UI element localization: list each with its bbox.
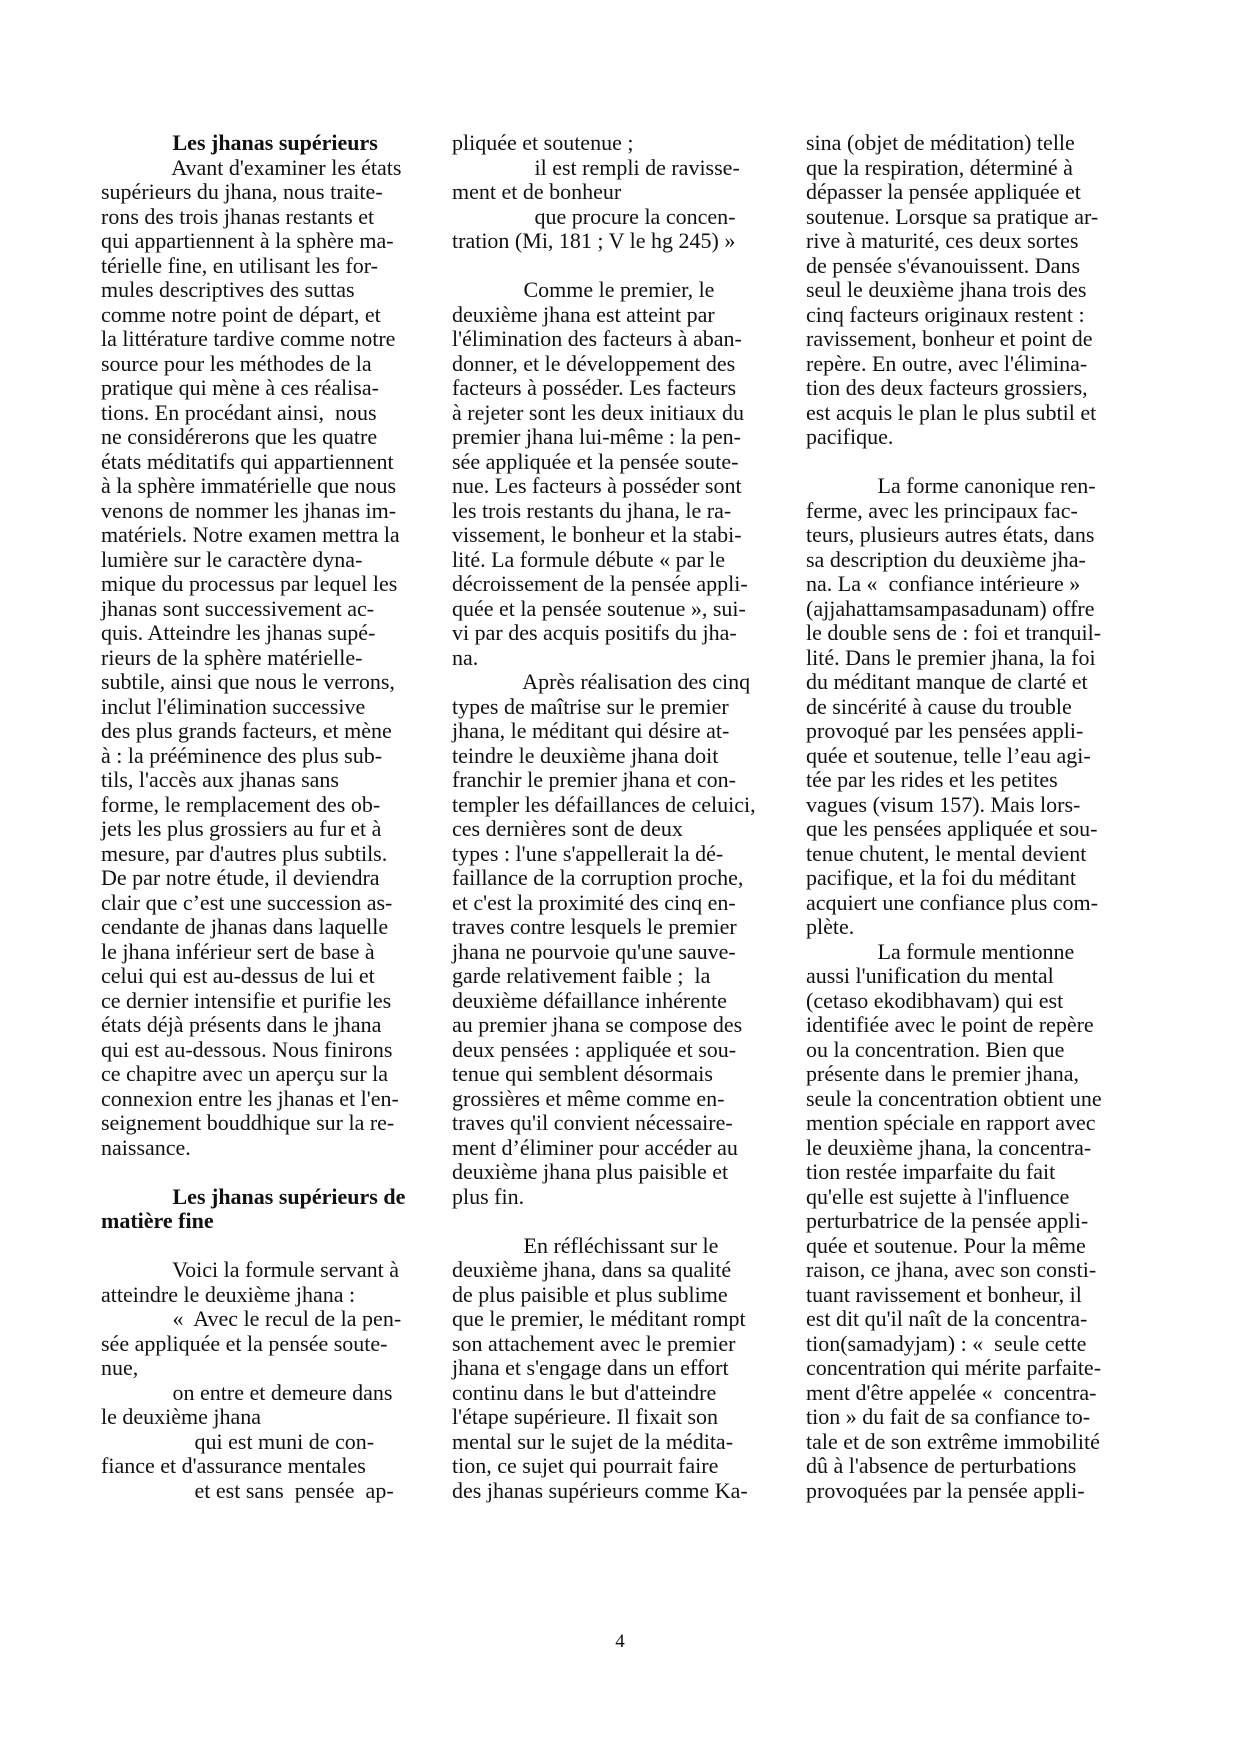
- text-line: grossières et même comme en-: [452, 1085, 725, 1111]
- text-line: Comme le premier, le: [452, 277, 715, 302]
- text-line: pliquée et soutenue ;: [452, 130, 634, 155]
- text-line: le deuxième jhana, la concentra-: [806, 1134, 1092, 1160]
- text-line: raison, ce jhana, avec son consti-: [806, 1257, 1097, 1282]
- text-line: dû à l'absence de perturbations: [806, 1453, 1077, 1478]
- text-line: ou la concentration. Bien que: [806, 1036, 1065, 1062]
- text-line: nue. Les facteurs à posséder sont: [452, 473, 742, 498]
- text-line: Avant d'examiner les états: [101, 154, 402, 180]
- text-line: tration (Mi, 181 ; V le hg 245) »: [452, 228, 736, 253]
- text-line: teindre le deuxième jhana doit: [452, 742, 719, 768]
- text-line: les trois restants du jhana, le ra-: [452, 497, 732, 523]
- text-line: qu'elle est sujette à l'influence: [806, 1183, 1070, 1209]
- text-line: facteurs à posséder. Les facteurs: [452, 375, 737, 400]
- text-line: sée appliquée et la pensée soute-: [452, 448, 739, 474]
- text-line: sina (objet de méditation) telle: [806, 130, 1075, 155]
- text-line: cendante de jhanas dans laquelle: [101, 914, 389, 939]
- text-line: et c'est la proximité des cinq en-: [452, 889, 736, 915]
- text-line: jhanas sont successivement ac-: [101, 595, 375, 621]
- text-line: mental sur le sujet de la médita-: [452, 1428, 734, 1454]
- text-line: seul le deuxième jhana trois des: [806, 277, 1087, 302]
- text-line: de sincérité à cause du trouble: [806, 693, 1072, 719]
- text-line: est dit qu'il naît de la concentra-: [806, 1306, 1088, 1331]
- text-line: que la respiration, déterminé à: [806, 154, 1073, 180]
- text-line: source pour les méthodes de la: [101, 350, 372, 376]
- text-line: et est sans pensée ap-: [101, 1477, 394, 1503]
- text-line: plète.: [806, 914, 855, 939]
- text-line: tion, ce sujet qui pourrait faire: [452, 1453, 719, 1478]
- text-line: mention spéciale en rapport avec: [806, 1110, 1096, 1135]
- text-line: comme notre point de départ, et: [101, 301, 381, 327]
- text-line: tée par les rides et les petites: [806, 767, 1058, 792]
- text-line: La forme canonique ren-: [806, 473, 1096, 498]
- text-line: du méditant manque de clarté et: [806, 669, 1088, 694]
- text-line: ment d'être appelée « concentra-: [806, 1379, 1097, 1405]
- text-line: mesure, par d'autres plus subtils.: [101, 840, 388, 866]
- text-line: tenue chutent, le mental devient: [806, 840, 1087, 866]
- blank-line: [101, 1234, 446, 1259]
- text-line: fiance et d'assurance mentales: [101, 1453, 366, 1478]
- text-line: (cetaso ekodibhavam) qui est: [806, 987, 1064, 1013]
- text-line: tuant ravissement et bonheur, il: [806, 1281, 1082, 1307]
- text-line: naissance.: [101, 1134, 191, 1160]
- text-line: ce dernier intensifie et purifie les: [101, 987, 392, 1013]
- text-line: tenue qui semblent désormais: [452, 1061, 713, 1086]
- page-number: 4: [615, 1631, 625, 1652]
- text-line: premier jhana lui-même : la pen-: [452, 424, 741, 449]
- text-line: son attachement avec le premier: [452, 1330, 736, 1356]
- text-line: lité. La formule débute « par le: [452, 546, 726, 572]
- text-line: donner, et le développement des: [452, 350, 736, 376]
- text-line: vissement, le bonheur et la stabi-: [452, 522, 742, 547]
- section-heading-line: Les jhanas supérieurs de: [101, 1183, 406, 1209]
- text-line: Après réalisation des cinq: [452, 669, 751, 694]
- text-line: soutenue. Lorsque sa pratique ar-: [806, 203, 1099, 229]
- text-line: continu dans le but d'atteindre: [452, 1379, 717, 1405]
- text-line: plus fin.: [452, 1183, 525, 1209]
- text-line: mules descriptives des suttas: [101, 277, 355, 302]
- section-heading-line: Les jhanas supérieurs: [101, 130, 378, 155]
- text-column-1: [101, 131, 446, 1503]
- text-line: deuxième défaillance inhérente: [452, 987, 727, 1013]
- text-line: deux pensées : appliquée et sou-: [452, 1036, 737, 1062]
- text-line: des plus grands facteurs, et mène: [101, 718, 392, 743]
- text-line: tion restée imparfaite du fait: [806, 1159, 1056, 1184]
- text-line: forme, le remplacement des ob-: [101, 791, 381, 817]
- text-line: à la sphère immatérielle que nous: [101, 473, 397, 498]
- text-line: sa description du deuxième jha-: [806, 546, 1086, 572]
- text-line: de pensée s'évanouissent. Dans: [806, 252, 1081, 278]
- text-line: présente dans le premier jhana,: [806, 1061, 1080, 1086]
- text-line: pacifique, et la foi du méditant: [806, 865, 1077, 890]
- text-line: De par notre étude, il deviendra: [101, 865, 380, 890]
- text-line: deuxième jhana, dans sa qualité: [452, 1257, 732, 1282]
- text-line: types de maîtrise sur le premier: [452, 693, 729, 719]
- text-line: dépasser la pensée appliquée et: [806, 179, 1081, 204]
- text-line: rons des trois jhanas restants et: [101, 203, 375, 229]
- text-line: ravissement, bonheur et point de: [806, 326, 1093, 351]
- text-line: que procure la concen-: [452, 203, 736, 229]
- text-line: tion des deux facteurs grossiers,: [806, 375, 1088, 400]
- text-line: provoquées par la pensée appli-: [806, 1477, 1085, 1503]
- text-line: ment d’éliminer pour accéder au: [452, 1134, 738, 1160]
- text-line: faillance de la corruption proche,: [452, 865, 744, 890]
- text-line: l'élimination des facteurs à aban-: [452, 326, 742, 351]
- text-line: clair que c’est une succession as-: [101, 889, 393, 915]
- text-line: tale et de son extrême immobilité: [806, 1428, 1100, 1454]
- text-line: La formule mentionne: [806, 938, 1075, 964]
- text-line: « Avec le recul de la pen-: [101, 1306, 402, 1331]
- text-line: quée et soutenue, telle l’eau agi-: [806, 742, 1091, 768]
- text-line: seignement bouddhique sur la re-: [101, 1110, 395, 1135]
- text-line: types : l'une s'appellerait la dé-: [452, 840, 724, 866]
- text-line: concentration qui mérite parfaite-: [806, 1355, 1102, 1380]
- text-line: matériels. Notre examen mettra la: [101, 522, 400, 547]
- text-line: ce chapitre avec un aperçu sur la: [101, 1061, 389, 1086]
- text-line: tils, l'accès aux jhanas sans: [101, 767, 339, 792]
- text-line: le deuxième jhana: [101, 1404, 262, 1429]
- blank-line: [452, 1209, 797, 1234]
- text-line: connexion entre les jhanas et l'en-: [101, 1085, 399, 1111]
- text-line: térielle fine, en utilisant les for-: [101, 252, 378, 278]
- text-line: templer les défaillances de celuici,: [452, 791, 756, 817]
- text-line: qui est muni de con-: [101, 1428, 375, 1454]
- text-line: l'étape supérieure. Il fixait son: [452, 1404, 719, 1429]
- text-line: est acquis le plan le plus subtil et: [806, 399, 1097, 425]
- blank-line: [806, 450, 1151, 475]
- text-line: En réfléchissant sur le: [452, 1232, 719, 1258]
- text-line: des jhanas supérieurs comme Ka-: [452, 1477, 748, 1503]
- text-line: traves contre lesquels le premier: [452, 914, 737, 939]
- text-line: subtile, ainsi que nous le verrons,: [101, 669, 395, 694]
- text-line: celui qui est au-dessus de lui et: [101, 963, 375, 988]
- text-line: de plus paisible et plus sublime: [452, 1281, 728, 1307]
- text-line: quis. Atteindre les jhanas supé-: [101, 620, 376, 645]
- text-line: identifiée avec le point de repère: [806, 1012, 1094, 1037]
- text-line: vi par des acquis positifs du jha-: [452, 620, 737, 645]
- text-line: tion » du fait de sa confiance to-: [806, 1404, 1091, 1429]
- text-line: ferme, avec les principaux fac-: [806, 497, 1078, 523]
- text-line: atteindre le deuxième jhana :: [101, 1281, 356, 1307]
- text-line: à : la prééminence des plus sub-: [101, 742, 383, 768]
- text-line: cinq facteurs originaux restent :: [806, 301, 1085, 327]
- text-line: qui appartiennent à la sphère ma-: [101, 228, 394, 253]
- text-line: (ajjahattamsampasadunam) offre: [806, 595, 1095, 621]
- text-line: jhana ne pourvoie qu'une sauve-: [452, 938, 736, 964]
- text-line: à rejeter sont les deux initiaux du: [452, 399, 745, 425]
- text-line: na. La « confiance intérieure »: [806, 571, 1081, 596]
- text-line: on entre et demeure dans: [101, 1379, 393, 1405]
- text-line: sée appliquée et la pensée soute-: [101, 1330, 388, 1356]
- text-line: quée et la pensée soutenue », sui-: [452, 595, 746, 621]
- text-line: deuxième jhana est atteint par: [452, 301, 715, 327]
- text-line: ces dernières sont de deux: [452, 816, 683, 841]
- text-line: mique du processus par lequel les: [101, 571, 398, 596]
- text-line: états méditatifs qui appartiennent: [101, 448, 394, 474]
- text-line: jets les plus grossiers au fur et à: [101, 816, 382, 841]
- text-line: ne considérerons que les quatre: [101, 424, 378, 449]
- text-line: repère. En outre, avec l'élimina-: [806, 350, 1088, 376]
- text-line: venons de nommer les jhanas im-: [101, 497, 397, 523]
- text-line: vagues (visum 157). Mais lors-: [806, 791, 1081, 817]
- text-line: il est rempli de ravisse-: [452, 154, 740, 180]
- text-line: au premier jhana se compose des: [452, 1012, 743, 1037]
- text-line: supérieurs du jhana, nous traite-: [101, 179, 383, 204]
- text-line: jhana, le méditant qui désire at-: [452, 718, 730, 743]
- text-line: tions. En procédant ainsi, nous: [101, 399, 377, 425]
- text-line: pacifique.: [806, 424, 894, 449]
- text-line: na.: [452, 644, 479, 670]
- text-line: deuxième jhana plus paisible et: [452, 1159, 729, 1184]
- text-line: pratique qui mène à ces réalisa-: [101, 375, 379, 400]
- blank-line: [101, 1160, 446, 1185]
- text-line: nue,: [101, 1355, 139, 1380]
- text-line: teurs, plusieurs autres états, dans: [806, 522, 1095, 547]
- text-line: que les pensées appliquée et sou-: [806, 816, 1098, 841]
- text-line: lumière sur le caractère dyna-: [101, 546, 363, 572]
- text-line: inclut l'élimination successive: [101, 693, 366, 719]
- text-line: aussi l'unification du mental: [806, 963, 1054, 988]
- text-column-2: [452, 131, 797, 1503]
- text-line: franchir le premier jhana et con-: [452, 767, 737, 792]
- text-line: décroissement de la pensée appli-: [452, 571, 748, 596]
- section-heading-line: matière fine: [101, 1208, 214, 1233]
- text-line: le jhana inférieur sert de base à: [101, 938, 375, 964]
- text-line: quée et soutenue. Pour la même: [806, 1232, 1086, 1258]
- text-line: garde relativement faible ; la: [452, 963, 711, 988]
- text-line: états déjà présents dans le jhana: [101, 1012, 382, 1037]
- text-line: tion(samadyjam) : « seule cette: [806, 1330, 1087, 1356]
- text-line: seule la concentration obtient une: [806, 1085, 1102, 1111]
- text-line: acquiert une confiance plus com-: [806, 889, 1098, 915]
- text-line: provoqué par les pensées appli-: [806, 718, 1084, 743]
- text-column-3: [806, 131, 1151, 1503]
- text-line: le double sens de : foi et tranquil-: [806, 620, 1102, 645]
- text-line: traves qu'il convient nécessaire-: [452, 1110, 733, 1135]
- text-line: rive à maturité, ces deux sortes: [806, 228, 1079, 253]
- text-line: jhana et s'engage dans un effort: [452, 1355, 729, 1380]
- text-line: perturbatrice de la pensée appli-: [806, 1208, 1089, 1233]
- text-line: rieurs de la sphère matérielle-: [101, 644, 363, 670]
- text-line: que le premier, le méditant rompt: [452, 1306, 746, 1331]
- text-line: la littérature tardive comme notre: [101, 326, 396, 351]
- text-line: lité. Dans le premier jhana, la foi: [806, 644, 1096, 670]
- text-line: Voici la formule servant à: [101, 1257, 399, 1282]
- text-line: ment et de bonheur: [452, 179, 622, 204]
- text-line: qui est au-dessous. Nous finirons: [101, 1036, 393, 1062]
- blank-line: [452, 254, 797, 279]
